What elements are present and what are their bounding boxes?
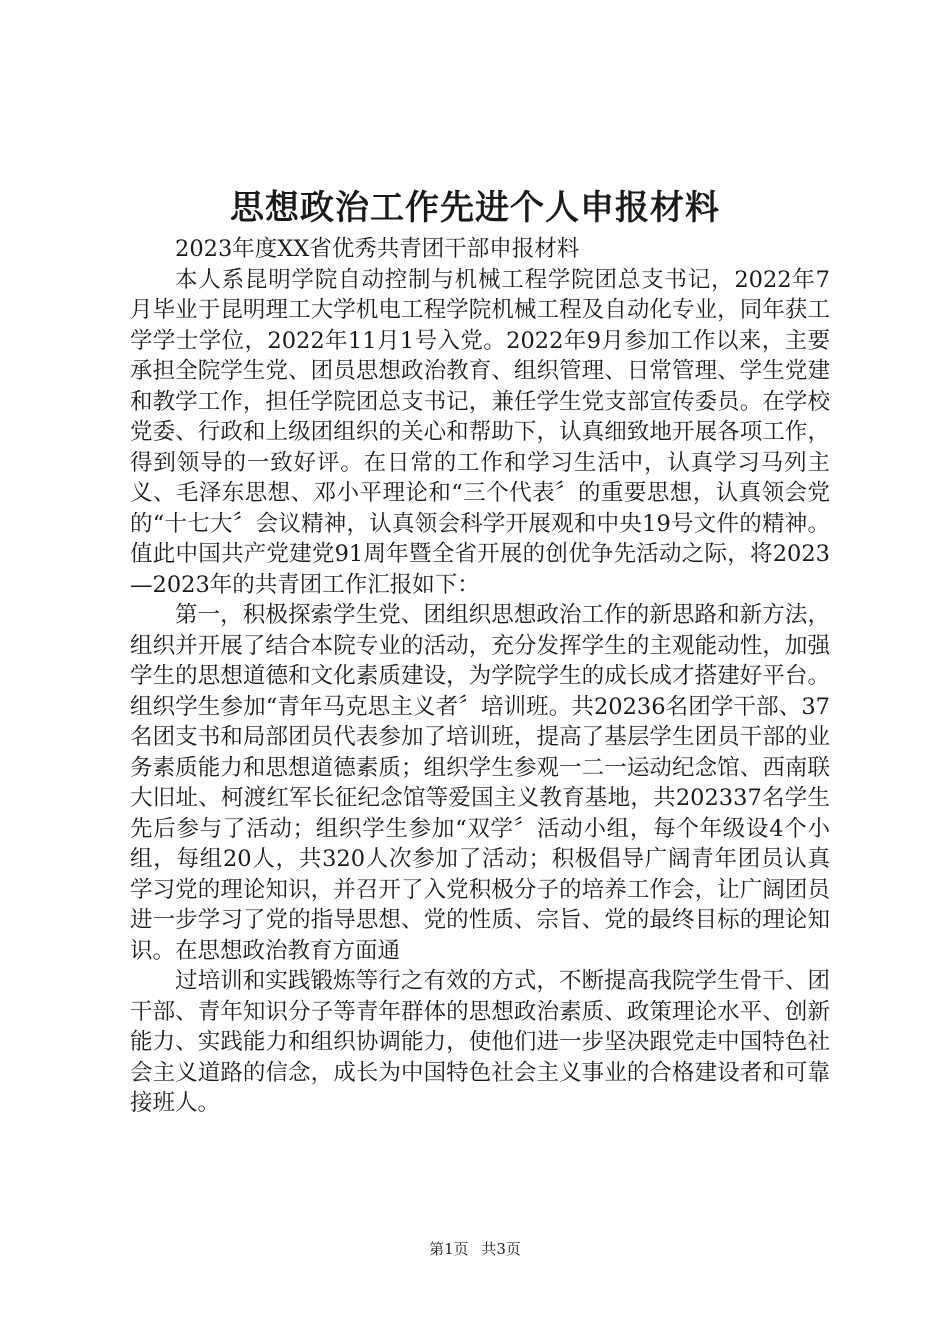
document-title: 思想政治工作先进个人申报材料 bbox=[230, 188, 720, 228]
paragraph-introduction: 本人系昆明学院自动控制与机械工程学院团总支书记，2022年7月毕业于昆明理工大学机电工程学院机械工程及自动化专业，同年获工学学士学位，2022年11月1号入党。2022年9月参加工作以来，主要承担全院学生党、团员思想政治教育、组织管理、日常管理、学生党建和教学工作，担任学院团总支书记，兼任学生党支部宣传委员。在学校党委、行政和上级团组织的关心和帮助下，认真细致地开展各项工作，得到领导的一致好评。在日常的工作和学习生活中，认真学习马列主义、毛泽东思想、邓小平理论和“三个代表〞的重要思想，认真领会党的“十七大〞会议精神，认真领会科学开展观和中央19号文件的精神。值此中国共产党建党91周年暨全省开展的创优争先活动之际，将2023—2023年的共青团工作汇报如下： bbox=[130, 266, 830, 598]
document-body bbox=[130, 234, 830, 1119]
document-subtitle: 2023年度XX省优秀共青团干部申报材料 bbox=[175, 236, 580, 262]
paragraph-first-point: 第一，积极探索学生党、团组织思想政治工作的新思路和新方法，组织并开展了结合本院专业的活动，充分发挥学生的主观能动性，加强学生的思想道德和文化素质建设，为学院学生的成长成才搭建好平台。组织学生参加“青年马克思主义者〞培训班。共20236名团学干部、37名团支书和局部团员代表参加了培训班，提高了基层学生团员干部的业务素质能力和思想道德素质；组织学生参观一二一运动纪念馆、西南联大旧址、柯渡红军长征纪念馆等爱国主义教育基地，共202337名学生先后参与了活动；组织学生参加“双学〞活动小组，每个年级设4个小组，每组20人，共320人次参加了活动；积极倡导广阔青年团员认真学习党的理论知识，并召开了入党积极分子的培养工作会，让广阔团员进一步学习了党的指导思想、党的性质、宗旨、党的最终目标的理论知识。在思想政治教育方面通 bbox=[130, 602, 830, 964]
paragraph-continuation: 过培训和实践锻炼等行之有效的方式，不断提高我院学生骨干、团干部、青年知识分子等青年群体的思想政治素质、政策理论水平、创新能力、实践能力和组织协调能力，使他们进一步坚决跟党走中国特色社会主义道路的信念，成长为中国特色社会主义事业的合格建设者和可靠接班人。 bbox=[130, 968, 830, 1116]
page-number-footer: 第1页 共3页 bbox=[429, 1240, 521, 1258]
